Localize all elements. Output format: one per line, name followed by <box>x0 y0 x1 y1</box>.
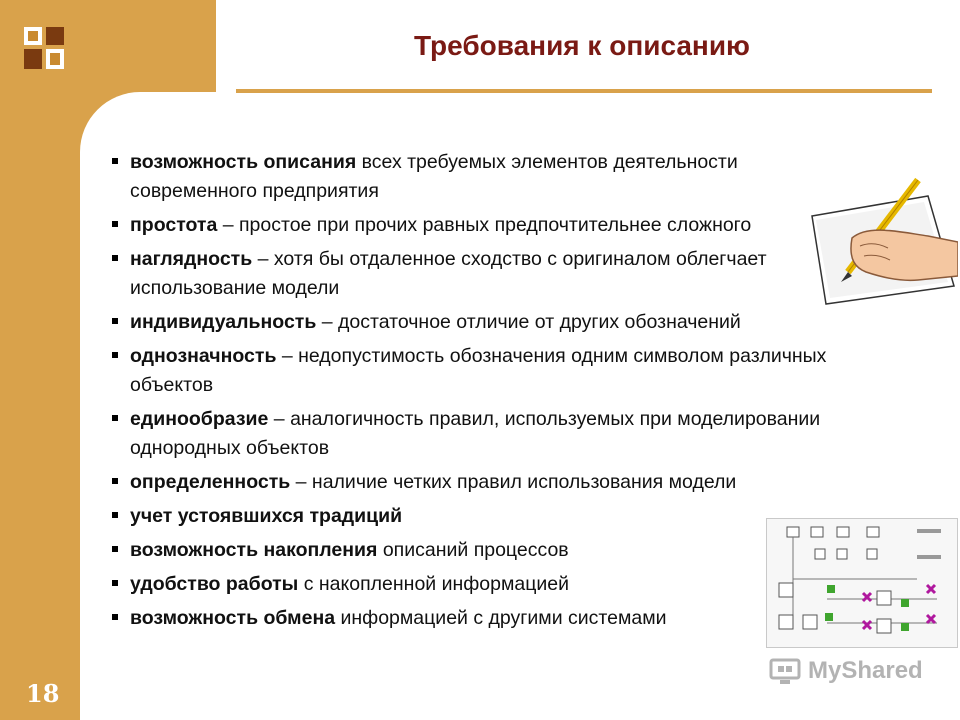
bullet-marker <box>112 255 118 261</box>
bullet-marker <box>112 318 118 324</box>
list-item <box>110 211 830 240</box>
requirement-term: индивидуальность <box>130 311 317 333</box>
slide-title: Требования к описанию <box>414 30 750 61</box>
process-diagram-icon <box>766 518 958 648</box>
list-item <box>110 502 830 531</box>
writing-hand-icon <box>808 176 958 316</box>
requirement-term: единообразие <box>130 408 269 430</box>
bullet-marker <box>112 478 118 484</box>
bullet-marker <box>112 221 118 227</box>
requirement-text: – достаточное отличие от других обозначений <box>316 311 741 333</box>
requirement-term: возможность описания <box>130 151 357 173</box>
requirement-text: информацией с другими системами <box>335 607 667 629</box>
list-item <box>110 308 830 337</box>
bullet-marker <box>112 580 118 586</box>
bullet-marker <box>112 512 118 518</box>
requirement-text: – аналогичность правил, используемых при моделировании однородных объектов <box>130 408 821 459</box>
requirement-term: удобство работы <box>130 573 299 595</box>
list-item <box>110 604 830 633</box>
requirement-term: однозначность <box>130 345 277 367</box>
watermark-text: MyShared <box>808 657 923 684</box>
requirement-text: всех требуемых элементов деятельности современного предприятия <box>130 151 738 202</box>
list-item <box>110 405 830 463</box>
bullet-marker <box>112 352 118 358</box>
requirement-term: учет устоявшихся традиций <box>130 505 403 527</box>
requirement-term: наглядность <box>130 248 253 270</box>
watermark <box>768 656 923 686</box>
bullet-marker <box>112 415 118 421</box>
requirement-text: с накопленной информацией <box>298 573 570 595</box>
list-item <box>110 148 830 206</box>
page-number: 18 <box>26 679 60 708</box>
bullet-marker <box>112 546 118 552</box>
bullet-marker <box>112 158 118 164</box>
requirement-text: – наличие четких правил использования модели <box>290 471 737 493</box>
list-item <box>110 342 830 400</box>
requirement-term: возможность накопления <box>130 539 378 561</box>
requirements-list <box>110 148 830 638</box>
requirement-text: – простое при прочих равных предпочтительнее сложного <box>217 214 752 236</box>
bullet-marker <box>112 614 118 620</box>
title-underline <box>236 89 932 93</box>
list-item <box>110 570 830 599</box>
myshared-logo-icon <box>768 656 802 686</box>
list-item <box>110 245 830 303</box>
requirement-text: – хотя бы отдаленное сходство с оригиналом облегчает использование модели <box>130 248 767 299</box>
requirement-text: описаний процессов <box>377 539 569 561</box>
list-item <box>110 468 830 497</box>
requirement-term: возможность обмена <box>130 607 336 629</box>
slide-logo-icon <box>22 24 66 72</box>
requirement-term: определенность <box>130 471 291 493</box>
requirement-text: – недопустимость обозначения одним символом различных объектов <box>130 345 827 396</box>
list-item <box>110 536 830 565</box>
requirement-term: простота <box>130 214 218 236</box>
